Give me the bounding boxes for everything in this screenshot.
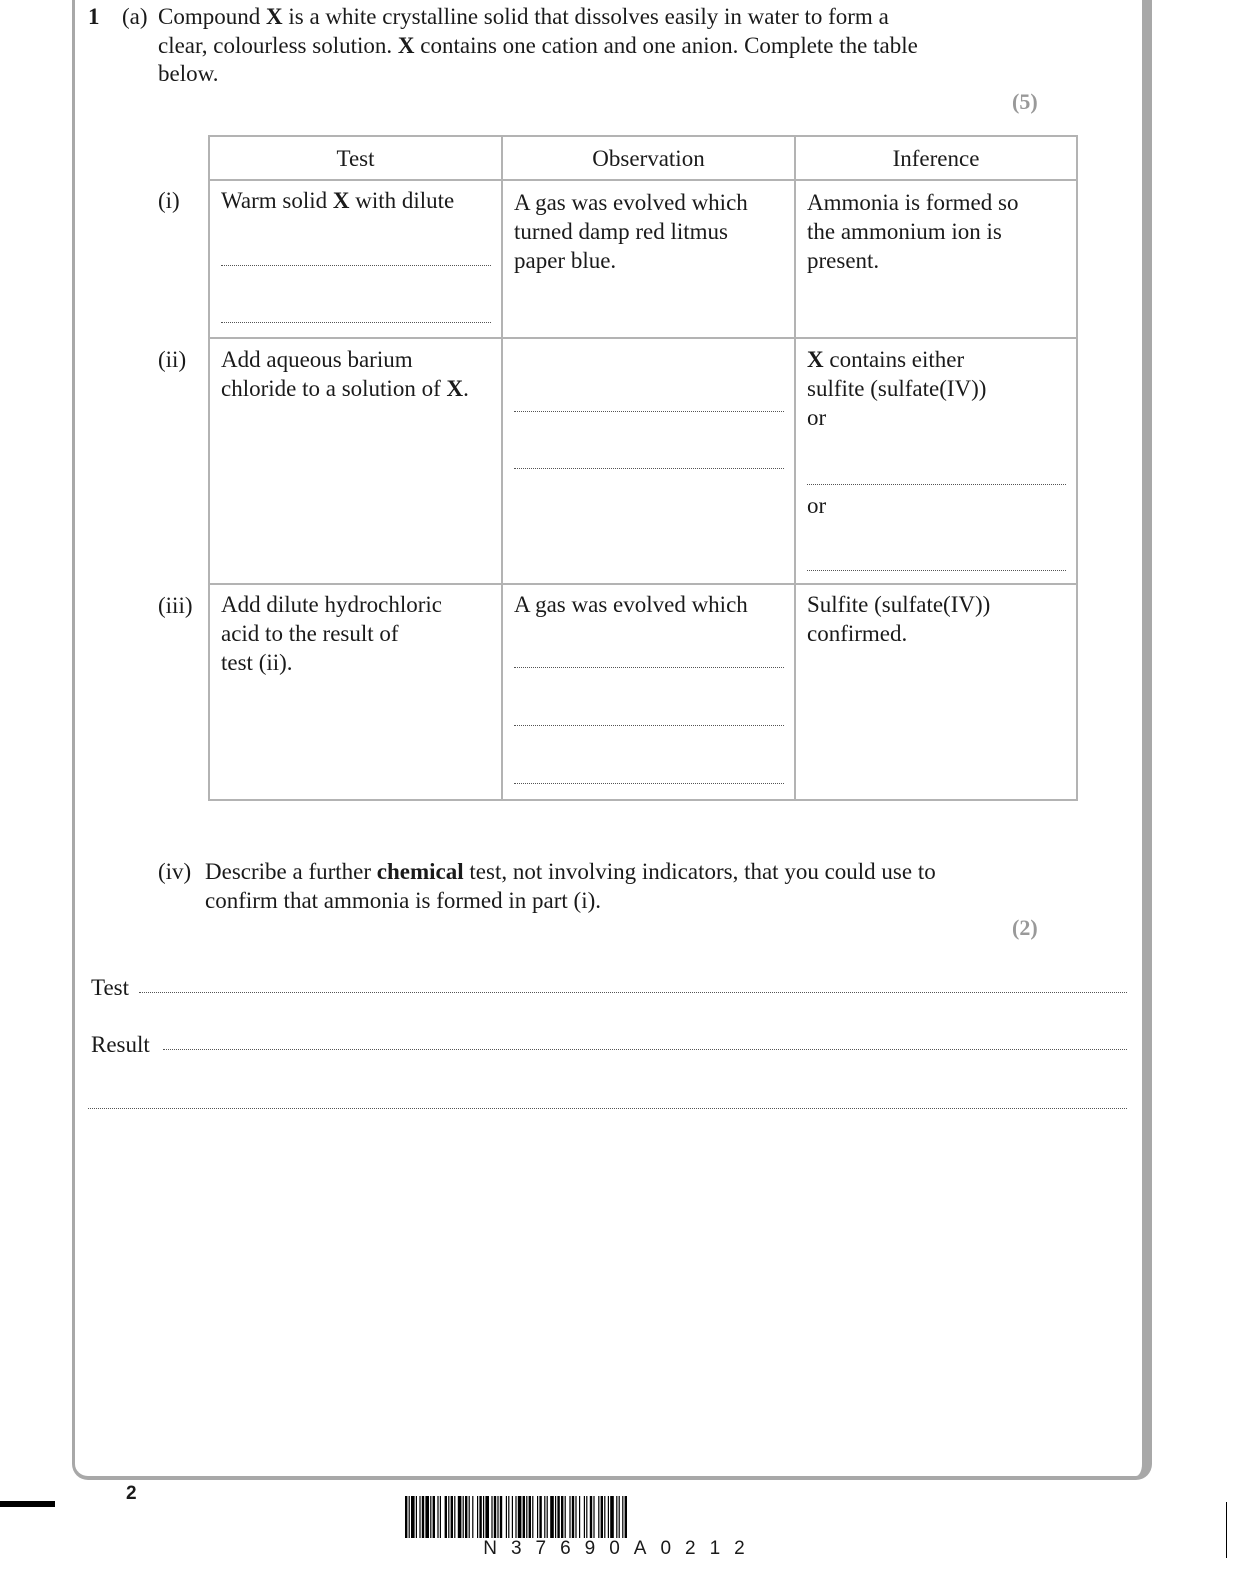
barcode-bar [598,1496,599,1538]
row-iii-inference-line: Sulfite (sulfate(IV)) [807,592,991,617]
barcode-bar [610,1496,614,1538]
barcode-bar [584,1496,585,1538]
answer-line[interactable] [807,570,1066,571]
barcode-bar [625,1496,627,1538]
barcode-bar [479,1496,481,1538]
result-label: Result [91,1032,150,1057]
answer-line[interactable] [514,667,784,668]
question-intro-line1: Compound X is a white crystalline solid that dissolves easily in water to form a [158,4,889,29]
barcode-bar [537,1496,538,1538]
barcode-bar [619,1496,620,1538]
row-i-inference [795,180,1077,338]
barcode-bar [532,1496,533,1538]
extra-answer-line[interactable] [88,1108,1127,1109]
test-label: Test [91,975,129,1000]
barcode-bar [529,1496,531,1538]
row-label-i: (i) [158,188,180,213]
barcode-graphic [405,1496,837,1538]
barcode-bar [463,1496,464,1538]
barcode-bar [497,1496,498,1538]
barcode-bar [440,1496,441,1538]
row-i-observation-line: turned damp red litmus [514,219,728,244]
part-iv-label: (iv) [158,859,192,884]
row-iii-test-line: Add dilute hydrochloric [221,592,443,617]
row-iii-test-line: test (ii). [221,650,293,675]
question-number: 1 [88,4,100,29]
row-iii-inference-line: confirmed. [807,621,908,646]
barcode-bar [405,1496,407,1538]
row-i-observation [502,180,795,338]
barcode-bar [608,1496,609,1538]
row-iii-test-line: acid to the result of [221,621,399,646]
barcode-bar [547,1496,548,1538]
row-i-inference-line: present. [807,248,880,273]
barcode-bar [555,1496,556,1538]
header-test: Test [209,136,502,180]
row-ii-test [209,338,502,584]
test-answer-line[interactable] [139,992,1127,993]
question-intro-line3: below. [158,61,219,86]
row-ii-inference [795,338,1077,584]
barcode-bar [437,1496,438,1538]
right-edge-line [1226,1502,1227,1558]
row-ii-observation [502,338,795,584]
row-iii-inference [795,584,1077,800]
barcode-bar [512,1496,513,1538]
barcode-bar [454,1496,455,1538]
barcode-bar [604,1496,605,1538]
barcode-bar [494,1496,496,1538]
marks-a: (5) [1012,89,1038,114]
barcode-bar [508,1496,509,1538]
part-iv-line2: confirm that ammonia is formed in part (i). [205,888,601,913]
header-inference: Inference [795,136,1077,180]
barcode-bar [485,1496,489,1538]
barcode-number: N37690A0212 [483,1538,759,1559]
barcode-bar [483,1496,484,1538]
barcode-bar [526,1496,527,1538]
barcode-bar [539,1496,541,1538]
barcode-bar [572,1496,574,1538]
barcode-bar [544,1496,545,1538]
answer-line[interactable] [221,265,491,266]
header-observation: Observation [502,136,795,180]
answer-line[interactable] [514,468,784,469]
result-answer-line[interactable] [163,1049,1127,1050]
row-label-iii: (iii) [158,593,193,618]
barcode-bar [433,1496,435,1538]
barcode-bar [601,1496,603,1538]
row-i-inference-line: the ammonium ion is [807,219,1002,244]
row-i-observation-line: paper blue. [514,248,617,273]
barcode-bar [515,1496,516,1538]
barcode-bar [550,1496,554,1538]
barcode-bar [425,1496,429,1538]
marks-iv: (2) [1012,915,1038,940]
barcode-bar [491,1496,492,1538]
barcode-bar [561,1496,563,1538]
row-iii-test [209,584,502,800]
barcode-bar [586,1496,587,1538]
row-ii-or-2: or [807,493,827,518]
barcode-bar [416,1496,417,1538]
row-ii-test-line2: chloride to a solution of X. [221,376,469,401]
barcode-bar [422,1496,424,1538]
row-iii-observation [502,584,795,800]
row-ii-test-line1: Add aqueous barium [221,347,413,372]
row-ii-inference-line1: X contains either [807,347,965,372]
answer-line[interactable] [221,322,491,323]
barcode-bar [616,1496,617,1538]
row-i-inference-line: Ammonia is formed so [807,190,1019,215]
results-table [208,135,1078,801]
barcode-bar [409,1496,410,1538]
question-part: (a) [122,4,148,29]
barcode-bar [590,1496,592,1538]
answer-line[interactable] [807,484,1066,485]
barcode-bar [448,1496,449,1538]
barcode-bar [523,1496,525,1538]
answer-line[interactable] [514,411,784,412]
barcode-bar [445,1496,447,1538]
barcode-bar [458,1496,462,1538]
page-number: 2 [126,1483,137,1504]
row-iii-observation-text: A gas was evolved which [514,592,748,617]
row-ii-inference-line2: sulfite (sulfate(IV)) [807,376,987,401]
barcode-bar [477,1496,478,1538]
barcode-bar [575,1496,576,1538]
row-i-test-text: Warm solid X with dilute [221,188,455,213]
margin-marker [0,1501,55,1507]
barcode-bar [506,1496,507,1538]
barcode-bar [451,1496,453,1538]
barcode-bar [593,1496,594,1538]
barcode-bar [469,1496,470,1538]
barcode-bar [472,1496,473,1538]
barcode-bar [622,1496,623,1538]
barcode-bar [465,1496,467,1538]
barcode-bar [430,1496,431,1538]
row-ii-or-1: or [807,405,827,430]
barcode-bar [518,1496,522,1538]
answer-line[interactable] [514,725,784,726]
barcode-bar [411,1496,415,1538]
question-intro-line2: clear, colourless solution. X contains one cation and one anion. Complete the table [158,33,918,58]
barcode-bar [500,1496,502,1538]
row-i-test [209,180,502,338]
barcode-bar [419,1496,420,1538]
answer-line[interactable] [514,783,784,784]
barcode-bar [557,1496,559,1538]
barcode-bar [569,1496,570,1538]
part-iv-line1: Describe a further chemical test, not involving indicators, that you could use to [205,859,936,884]
barcode-bar [579,1496,580,1538]
row-label-ii: (ii) [158,347,187,372]
row-i-observation-line: A gas was evolved which [514,190,748,215]
barcode-bar [565,1496,566,1538]
